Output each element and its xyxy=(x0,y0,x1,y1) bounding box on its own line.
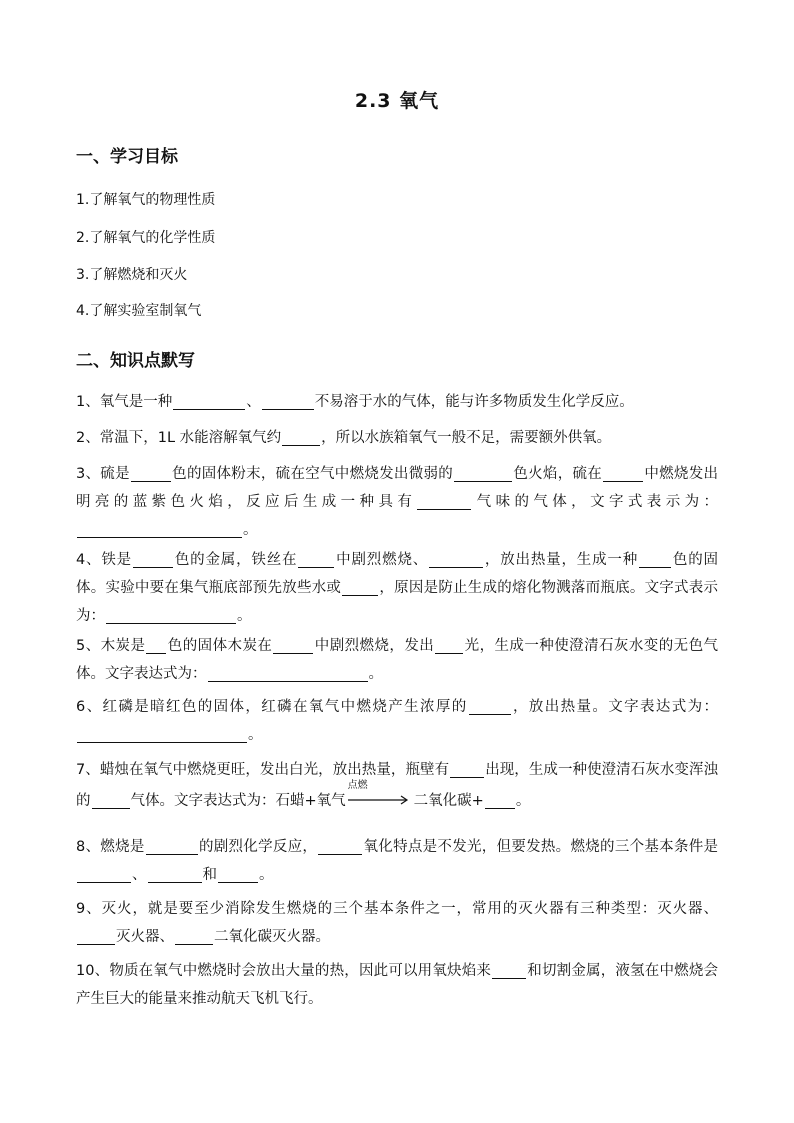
answer-blank[interactable] xyxy=(342,578,378,596)
answer-blank[interactable] xyxy=(639,550,671,568)
answer-blank[interactable] xyxy=(77,865,131,883)
section-heading-knowledge: 二、知识点默写 xyxy=(76,351,195,371)
question-4: 4、铁是 色的金属，铁丝在 中剧烈燃烧、 ，放出热量，生成一种 色的固体。实验中要在集气瓶底部预先放些水或 ，原因是防止生成的熔化物溅落而瓶底。文字式表示为： 。 xyxy=(76,552,719,624)
reaction-arrow xyxy=(347,780,412,809)
answer-blank[interactable] xyxy=(435,636,463,654)
answer-blank[interactable] xyxy=(92,791,130,809)
answer-blank[interactable] xyxy=(208,664,368,682)
question-6: 6、红磷是暗红色的固体，红磷在氧气中燃烧产生浓厚的 ，放出热量。文字表达式为：。 xyxy=(76,699,718,743)
question-3: 3、硫是 色的固体粉末，硫在空气中燃烧发出微弱的 色火焰，硫在 中燃烧发出明亮的蓝紫色火焰，反应后生成一种具有 气味的气体，文字式表示为：。 xyxy=(76,466,719,538)
answer-blank[interactable] xyxy=(175,927,213,945)
answer-blank[interactable] xyxy=(218,865,258,883)
answer-blank[interactable] xyxy=(603,464,643,482)
question-1: 1、氧气是一种 、 不易溶于水的气体，能与许多物质发生化学反应。 xyxy=(76,394,634,410)
question-7: 7、蜡烛在氧气中燃烧更旺，发出白光，放出热量，瓶壁有 出现，生成一种使澄清石灰水变浑浊的 气体。文字表达式为：石蜡+氧气 点燃 二氧化碳+ 。 xyxy=(76,762,719,809)
page-title: 2.3 氧气 xyxy=(354,90,440,112)
answer-blank[interactable] xyxy=(106,606,236,624)
answer-blank[interactable] xyxy=(146,636,166,654)
answer-blank[interactable] xyxy=(77,520,242,538)
answer-blank[interactable] xyxy=(450,760,484,778)
answer-blank[interactable] xyxy=(417,492,471,510)
answer-blank[interactable] xyxy=(492,961,526,979)
question-8: 8、燃烧是 的剧烈化学反应， 氧化特点是不发光，但要发热。燃烧的三个基本条件是、 和 。 xyxy=(76,839,719,883)
reaction-condition-label: 点燃 xyxy=(347,780,368,791)
answer-blank[interactable] xyxy=(273,636,313,654)
answer-blank[interactable] xyxy=(454,464,512,482)
section-heading-goals: 一、学习目标 xyxy=(76,147,178,167)
answer-blank[interactable] xyxy=(133,550,173,568)
answer-blank[interactable] xyxy=(429,550,483,568)
right-arrow-icon xyxy=(348,795,412,805)
answer-blank[interactable] xyxy=(282,428,320,446)
question-9: 9、灭火，就是要至少消除发生燃烧的三个基本条件之一，常用的灭火器有三种类型：灭火器、灭火器、 二氧化碳灭火器。 xyxy=(76,901,718,945)
answer-blank[interactable] xyxy=(262,392,314,410)
question-10: 10、物质在氧气中燃烧时会放出大量的热，因此可以用氧炔焰来 和切割金属，液氢在中燃烧会产生巨大的能量来推动航天飞机飞行。 xyxy=(76,963,719,1007)
answer-blank[interactable] xyxy=(485,791,515,809)
goal-item: 2.了解氧气的化学性质 xyxy=(76,230,216,246)
answer-blank[interactable] xyxy=(146,837,198,855)
answer-blank[interactable] xyxy=(148,865,202,883)
answer-blank[interactable] xyxy=(298,550,334,568)
goal-item: 1.了解氧气的物理性质 xyxy=(76,192,216,208)
question-2: 2、常温下，1L 水能溶解氧气约 ，所以水族箱氧气一般不足，需要额外供氧。 xyxy=(76,430,612,446)
answer-blank[interactable] xyxy=(318,837,362,855)
answer-blank[interactable] xyxy=(77,725,247,743)
goal-item: 3.了解燃烧和灭火 xyxy=(76,267,188,283)
question-5: 5、木炭是 色的固体木炭在 中剧烈燃烧，发出 光，生成一种使澄清石灰水变的无色气体。文字表达式为： 。 xyxy=(76,638,719,682)
answer-blank[interactable] xyxy=(469,697,511,715)
answer-blank[interactable] xyxy=(131,464,171,482)
answer-blank[interactable] xyxy=(173,392,245,410)
goal-item: 4.了解实验室制氧气 xyxy=(76,303,202,319)
answer-blank[interactable] xyxy=(77,927,115,945)
